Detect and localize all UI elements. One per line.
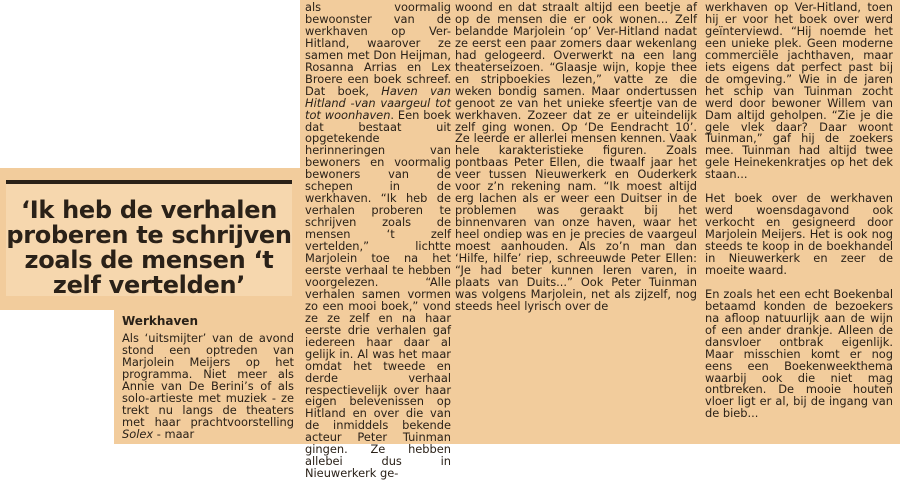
col3-paragraph-1: werkhaven op Ver-Hitland, toen hij er voor het boek over werd geïnterviewd. “Hij noemde het een unieke plek. Geen moderne commerciële jachthaven, maar iets eigens dat perfect past bij de omgeving.” Wie in de jaren het schip van Tuinman zocht werd door bewoner Willem van Dam altijd geholpen. “Zie je die gele vlek daar? Daar woont Tuinman,” gaf hij de zoekers mee. Tuinman had altijd twee gele Heinekenkratjes op het dek staan... (705, 0, 893, 182)
left-text: Als ‘uitsmijter’ van de avond stond een optreden van Marjolein Meijers op het programma. Niet meer als Annie van De Berini’s of als solo-artieste met muziek - ze trekt nu langs de theaters met haar prachtvoorstelling (122, 331, 294, 429)
col1-book-title: Haven van Hitland -van vaargeul tot tot woonhaven (305, 83, 452, 122)
col3-paragraph-3: En zoals het een echt Boekenbal betaamd konden de bezoekers na afloop natuurlijk aan de wijn of een ander drankje. Alleen de dansvloer ontbrak eigenlijk. Maar misschien komt er nog eens een Boekenweekthema waarbij ook die niet mag ontbreken. De mooie houten vloer ligt er al, bij de ingang van de bieb... (705, 286, 893, 421)
left-text-show-title: Solex (122, 426, 154, 441)
column-1 (305, 0, 452, 480)
column-2 (455, 2, 697, 444)
col3-paragraph-2: Het boek over de werkhaven werd woensdagavond ook verkocht en gesigneerd door Marjolein Meijers. Het is ook nog steeds te koop in de boekhandel in Nieuwerkerk en zeer de moeite waard. (705, 191, 893, 277)
lower-left-text (122, 333, 294, 441)
column-3 (705, 2, 893, 444)
headline-box (6, 180, 292, 299)
subheading: Werkhaven (122, 314, 198, 328)
col2-text: woond en dat straalt altijd een beetje af op de mensen die er ook wonen... Zelf belandde Marjolein ‘op’ Ver-Hitland nadat ze eerst een paar zomers daar wekenlang had gelogeerd. Overwerkt na een lang theaterseizoen. “Glaasje wijn, kopje thee en stripboekies lezen,” vatte ze die weken bondig samen. Maar ondertussen genoot ze van het unieke sfeertje van de werkhaven. Zozeer dat ze er uiteindelijk zelf ging wonen. Op ‘De Eendracht 10’. Ze leerde er allerlei mensen kennen. Vaak hele karakteristieke figuren. Zoals pontbaas Peter Ellen, die twaalf jaar het veer tussen Nieuwerkerk en Ouderkerk voor z’n rekening nam. “Ik moest altijd erg lachen als er weer een Duitser in de problemen was geraakt bij het binnenvaren van onze haven, waar het heel ondiep was en je precies de vaargeul moest aanhouden. Als zo’n man dan ‘Hilfe, hilfe’ riep, schreeuwde Peter Ellen: “Je had beter kunnen leren varen, in plaats van Duits...” Ook Peter Tuinman was volgens Marjolein, net als zijzelf, nog steeds heel lyrisch over de (455, 0, 697, 313)
col1-mid: . Een boek dat bestaat uit opgetekende herinneringen van bewoners en voormalig bewoners van de schepen in de werkhaven. “Ik heb de verhalen proberen te schrijven zoals de mensen ‘t zelf vertelden,” lichtte Marjolein toe na het eerste verhaal te hebben voorgelezen. “Alle verhalen samen vormen zo een mooi boek,” vond ze ze zelf en na haar eerste drie verhalen gaf iedereen haar daar al gelijk in. Al was het maar omdat het tweede en derde verhaal respectievelijk over haar eigen belevenissen op Hitland en over die van de inmiddels bekende acteur Peter Tuinman gingen. Ze hebben allebei dus in Nieuwerkerk ge- (305, 107, 452, 480)
left-text-end: - maar (153, 426, 195, 441)
headline: ‘Ik heb de verhalen proberen te schrijven zoals de mensen ‘t zelf vertelden’ (6, 196, 292, 299)
col1-top: als voormalig bewoonster van de werkhaven op Ver-Hitland, waarover ze samen met Don Heijman, Rosanna Arrias en Lex Broere een boek schreef. Dat boek, (305, 0, 451, 98)
